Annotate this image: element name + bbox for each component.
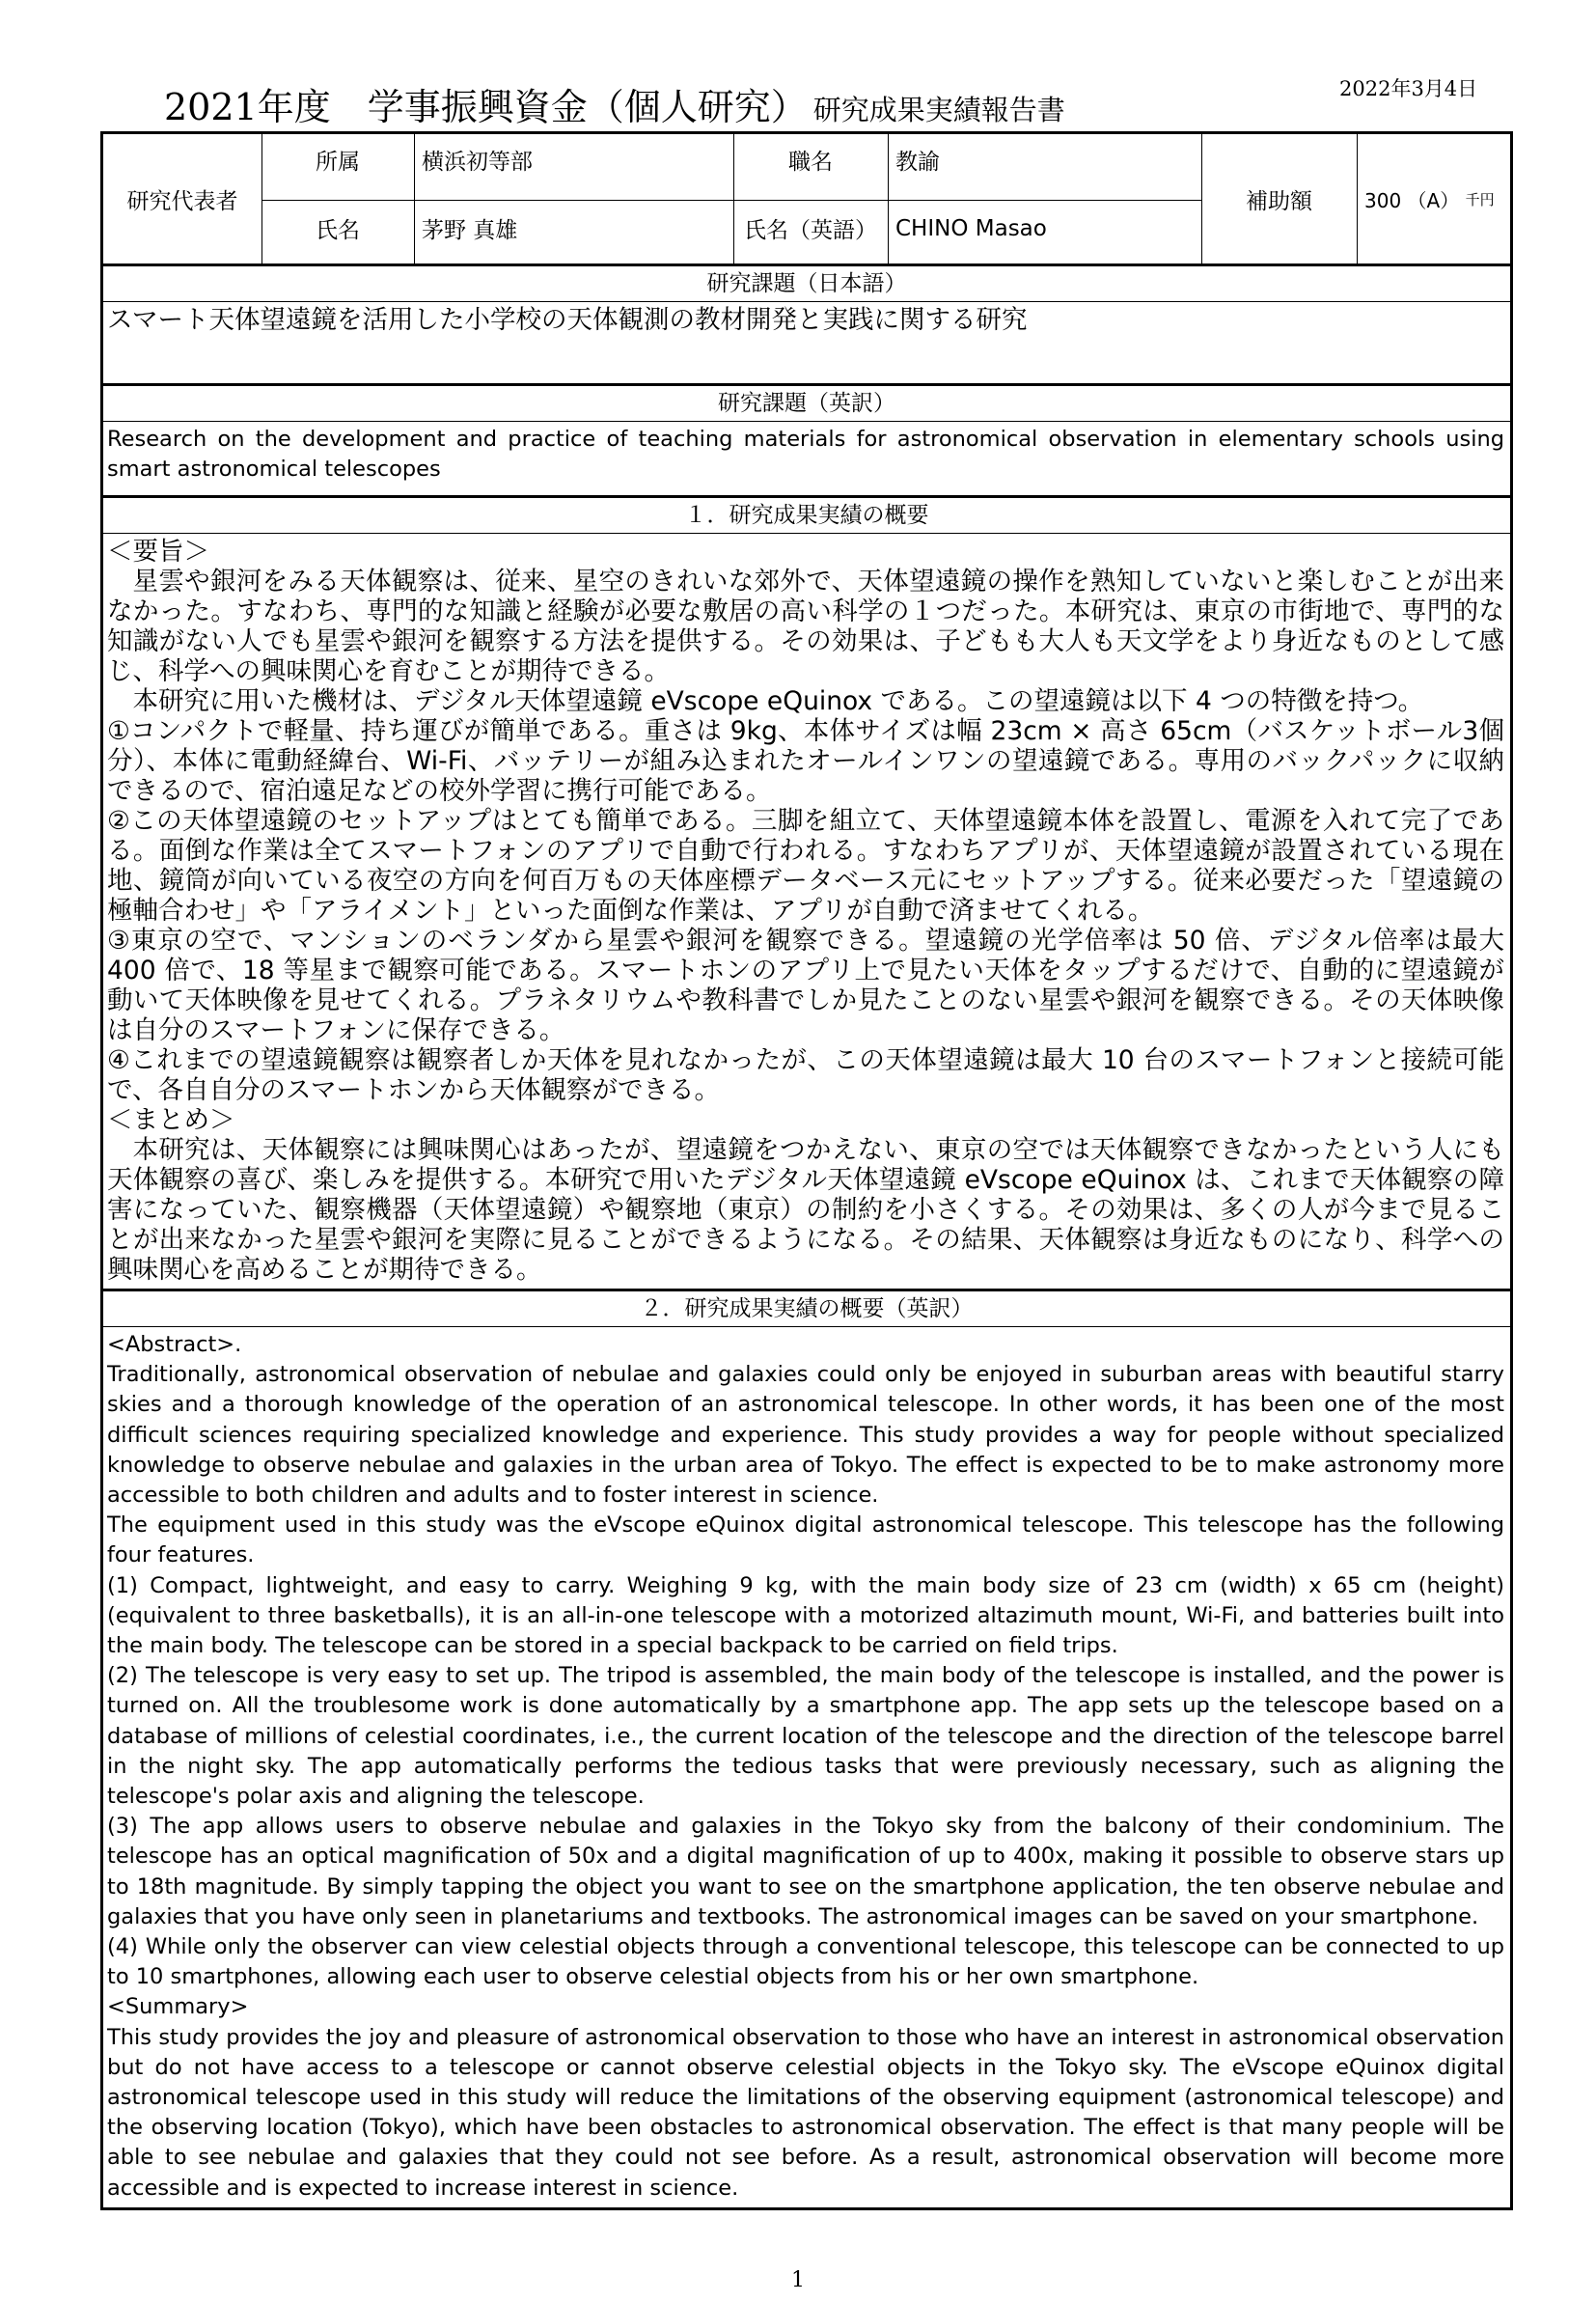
grant-amount (1357, 134, 1513, 263)
section1-body (103, 534, 1510, 1289)
topic-jp-heading: 研究課題（日本語） (103, 263, 1510, 302)
affiliation-label: 所属 (316, 149, 360, 175)
position-value: 教諭 (895, 149, 940, 175)
grant-label: 補助額 (1246, 188, 1312, 214)
section2-body (103, 1327, 1510, 2207)
topic-en-text (103, 422, 1510, 495)
section2-paragraph: (2) The telescope is very easy to set up. The tripod is assembled, the main body of the telescope is installed, and the power is turned on. All the troublesome work is done automatically by a smartphone app. The app sets up the telescope based on a database of millions of celestial coordinates, i.e., the current location of the telescope and the direction of the telescope barrel in the night sky. The app automatically performs the tedious tasks that were previously necessary, such as aligning the telescope's polar axis and aligning the telescope. (107, 1663, 1504, 1810)
affiliation-value: 横浜初等部 (422, 149, 533, 175)
section1-paragraph: ＜まとめ＞ (107, 1105, 235, 1135)
section1-paragraph: ③東京の空で、マンションのベランダから星雲や銀河を観察できる。望遠鏡の光学倍率は 50 倍、デジタル倍率は最大 400 倍で、18 等星まで観察可能である。スマートホンのアプリ上で見たい天体をタップするだけで、自動的に望遠鏡が動いて天体映像を見せてくれる。プラネタリウムや教科書でしか見たことのない星雲や銀河を観察できる。その天体映像は自分のスマートフォンに保存できる。 (107, 926, 1504, 1045)
section2-paragraph: This study provides the joy and pleasure of astronomical observation to those who have an interest in astronomical observation but do not have access to a telescope or cannot observe celestial objects in the Tokyo sky. The eVscope eQuinox digital astronomical telescope used in this study will reduce the limitations of the observing equipment (astronomical telescope) and the observing location (Tokyo), which have been obstacles to astronomical observation. The effect is that many people will be able to see nebulae and galaxies that they could not see before. As a result, astronomical observation will become more accessible and is expected to increase interest in science. (107, 2024, 1504, 2201)
section2-paragraph: (4) While only the observer can view celestial objects through a conventional telescope, this telescope can be connected to up to 10 smartphones, allowing each user to observe celestial objects from his or her own smartphone. (107, 1934, 1504, 1990)
title-sub: 研究成果実績報告書 (812, 94, 1065, 126)
section1-heading: １．研究成果実績の概要 (103, 495, 1510, 534)
grant-value: 300 （A） (1364, 188, 1460, 212)
name-label: 氏名 (316, 218, 360, 243)
section1-paragraph: ＜要旨＞ (107, 537, 209, 567)
page-number: 1 (791, 2267, 805, 2292)
position-label: 職名 (788, 149, 833, 175)
name-en-value: CHINO Masao (895, 215, 1047, 241)
section2-paragraph: <Summary> (107, 1994, 249, 2020)
representative-label: 研究代表者 (126, 188, 238, 214)
section2-paragraph: <Abstract>. (107, 1332, 242, 1357)
section1-paragraph: 星雲や銀河をみる天体観察は、従来、星空のきれいな郊外で、天体望遠鏡の操作を熟知していないと楽しむことが出来なかった。すなわち、専門的な知識と経験が必要な敷居の高い科学の１つだった。本研究は、東京の市街地で、専門的な知識がない人でも星雲や銀河を観察する方法を提供する。その効果は、子どもも大人も天文学をより身近なものとして感じ、科学への興味関心を育むことが期待できる。 (107, 567, 1504, 686)
section2-heading: ２．研究成果実績の概要（英訳） (103, 1289, 1510, 1327)
topic-jp-text (103, 302, 1510, 383)
section1-paragraph: ②この天体望遠鏡のセットアップはとても簡単である。三脚を組立て、天体望遠鏡本体を設置し、電源を入れて完了である。面倒な作業は全てスマートフォンのアプリで自動で行われる。すなわちアプリが、天体望遠鏡が設置されている現在地、鏡筒が向いている夜空の方向を何百万もの天体座標データベース元にセットアップする。従来必要だった「望遠鏡の極軸合わせ」や「アライメント」といった面倒な作業は、アプリが自動で済ませてくれる。 (107, 806, 1504, 926)
title-main: 2021年度 学事振興資金（個人研究） (164, 86, 808, 128)
section1-paragraph: ④これまでの望遠鏡観察は観察者しか天体を見れなかったが、この天体望遠鏡は最大 10 台のスマートフォンと接続可能で、各自自分のスマートホンから天体観察ができる。 (107, 1045, 1504, 1105)
section2-paragraph: The equipment used in this study was the eVscope eQuinox digital astronomical telescope. This telescope has the following four features. (107, 1512, 1504, 1568)
page-header (0, 0, 1596, 131)
report-date: 2022年3月4日 (1339, 77, 1478, 100)
grant-unit: 千円 (1465, 190, 1495, 208)
topic-en-heading: 研究課題（英訳） (103, 383, 1510, 422)
section2-paragraph: Traditionally, astronomical observation of nebulae and galaxies could only be enjoyed in suburban areas with beautiful starry skies and a thorough knowledge of the operation of an astronomical telescope. In other words, it has been one of the most difficult sciences requiring specialized knowledge and experience. This study provides a way for people without specialized knowledge to observe nebulae and galaxies in the urban area of Tokyo. The effect is expected to be to make astronomy more accessible to both children and adults and to foster interest in science. (107, 1362, 1504, 1509)
report-form (100, 131, 1513, 2210)
topic-en-value: Research on the development and practice of teaching materials for astronomical observation in elementary schools using smart astronomical telescopes (107, 427, 1504, 483)
section2-paragraph: (3) The app allows users to observe nebulae and galaxies in the Tokyo sky from the balcony of their condominium. The telescope has an optical magnification of 50x and a digital magnification of up to 400x, making it possible to observe stars up to 18th magnitude. By simply tapping the object you want to see on the smartphone application, the ten observe nebulae and galaxies that you have only seen in planetariums and textbooks. The astronomical images can be saved on your smartphone. (107, 1814, 1504, 1929)
section1-paragraph: 本研究に用いた機材は、デジタル天体望遠鏡 eVscope eQuinox である。この望遠鏡は以下 4 つの特徴を持つ。 (132, 686, 1424, 716)
section1-paragraph: ①コンパクトで軽量、持ち運びが簡単である。重さは 9kg、本体サイズは幅 23cm × 高さ 65cm（バスケットボール3個分）、本体に電動経緯台、Wi-Fi、バッテリーが組み込まれたオールインワンの望遠鏡である。専用のバックパックに収納できるので、宿泊遠足などの校外学習に携行可能である。 (107, 716, 1504, 806)
section2-paragraph: (1) Compact, lightweight, and easy to carry. Weighing 9 kg, with the main body size of 23 cm (width) x 65 cm (height) (equivalent to three basketballs), it is an all-in-one telescope with a motorized altazimuth mount, Wi-Fi, and batteries built into the main body. The telescope can be stored in a special backpack to be carried on field trips. (107, 1572, 1504, 1659)
info-block (103, 134, 1510, 263)
report-title (164, 77, 1065, 130)
topic-jp-value: スマート天体望遠鏡を活用した小学校の天体観測の教材開発と実践に関する研究 (107, 305, 1028, 335)
name-value: 茅野 真雄 (422, 218, 518, 243)
name-en-label: 氏名（英語） (744, 218, 877, 243)
section1-paragraph: 本研究は、天体観察には興味関心はあったが、望遠鏡をつかえない、東京の空では天体観察できなかったという人にも天体観察の喜び、楽しみを提供する。本研究で用いたデジタル天体望遠鏡 eVscope eQuinox は、これまで天体観察の障害になっていた、観察機器（天体望遠鏡）や観察地（東京）の制約を小さくする。その効果は、多くの人が今まで見ることが出来なかった星雲や銀河を実際に見ることができるようになる。その結果、天体観察は身近なものになり、科学への興味関心を高めることが期待できる。 (107, 1135, 1504, 1285)
